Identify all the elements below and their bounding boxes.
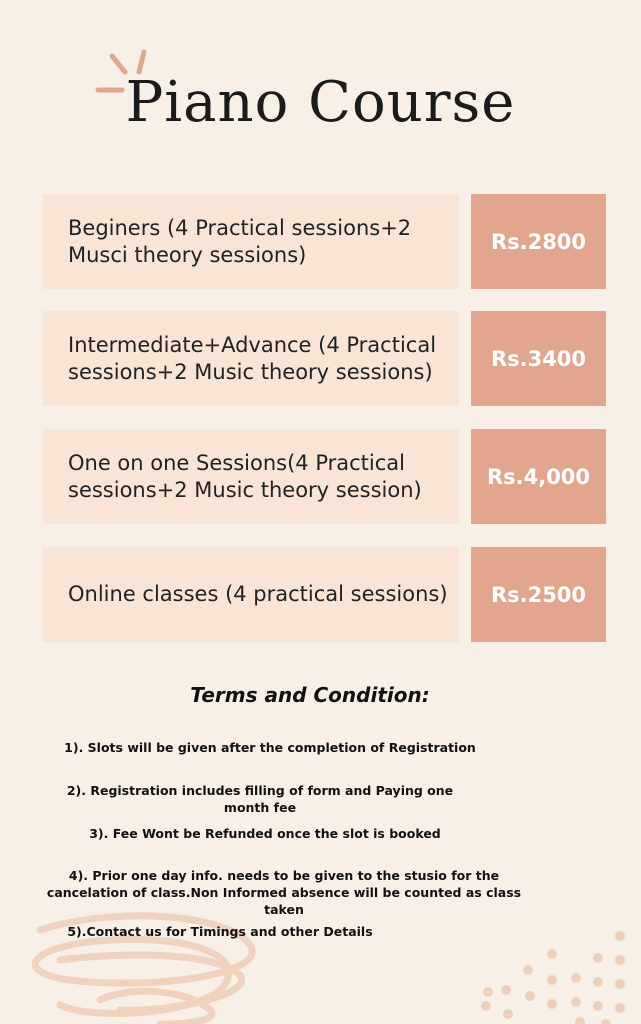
dots-decoration	[481, 931, 625, 1024]
term-item: 3). Fee Wont be Refunded once the slot is booked	[89, 826, 441, 841]
course-price: Rs.2800	[471, 194, 606, 289]
term-item: 5).Contact us for Timings and other Details	[67, 924, 373, 939]
term-item: 4). Prior one day info. needs to be given to the stusio for the cancelation of class.Non Informed absence will be counted as class taken	[46, 868, 522, 917]
course-description: One on one Sessions(4 Practical sessions+2 Music theory session)	[43, 429, 459, 524]
terms-heading: Terms and Condition:	[190, 683, 430, 707]
course-description: Intermediate+Advance (4 Practical sessions+2 Music theory sessions)	[43, 311, 459, 406]
course-row-online	[43, 547, 606, 642]
course-price: Rs.2500	[471, 547, 606, 642]
course-row-beginners	[43, 194, 606, 289]
course-price: Rs.4,000	[471, 429, 606, 524]
term-item: 1). Slots will be given after the completion of Registration	[64, 740, 476, 755]
course-description: Beginers (4 Practical sessions+2 Musci theory sessions)	[43, 194, 459, 289]
course-row-one-on-one	[43, 429, 606, 524]
course-price: Rs.3400	[471, 311, 606, 406]
course-row-intermediate-advance	[43, 311, 606, 406]
term-item: 2). Registration includes filling of form and Paying one month fee	[66, 783, 454, 815]
page-title: Piano Course	[125, 70, 516, 135]
course-description: Online classes (4 practical sessions)	[43, 547, 459, 642]
